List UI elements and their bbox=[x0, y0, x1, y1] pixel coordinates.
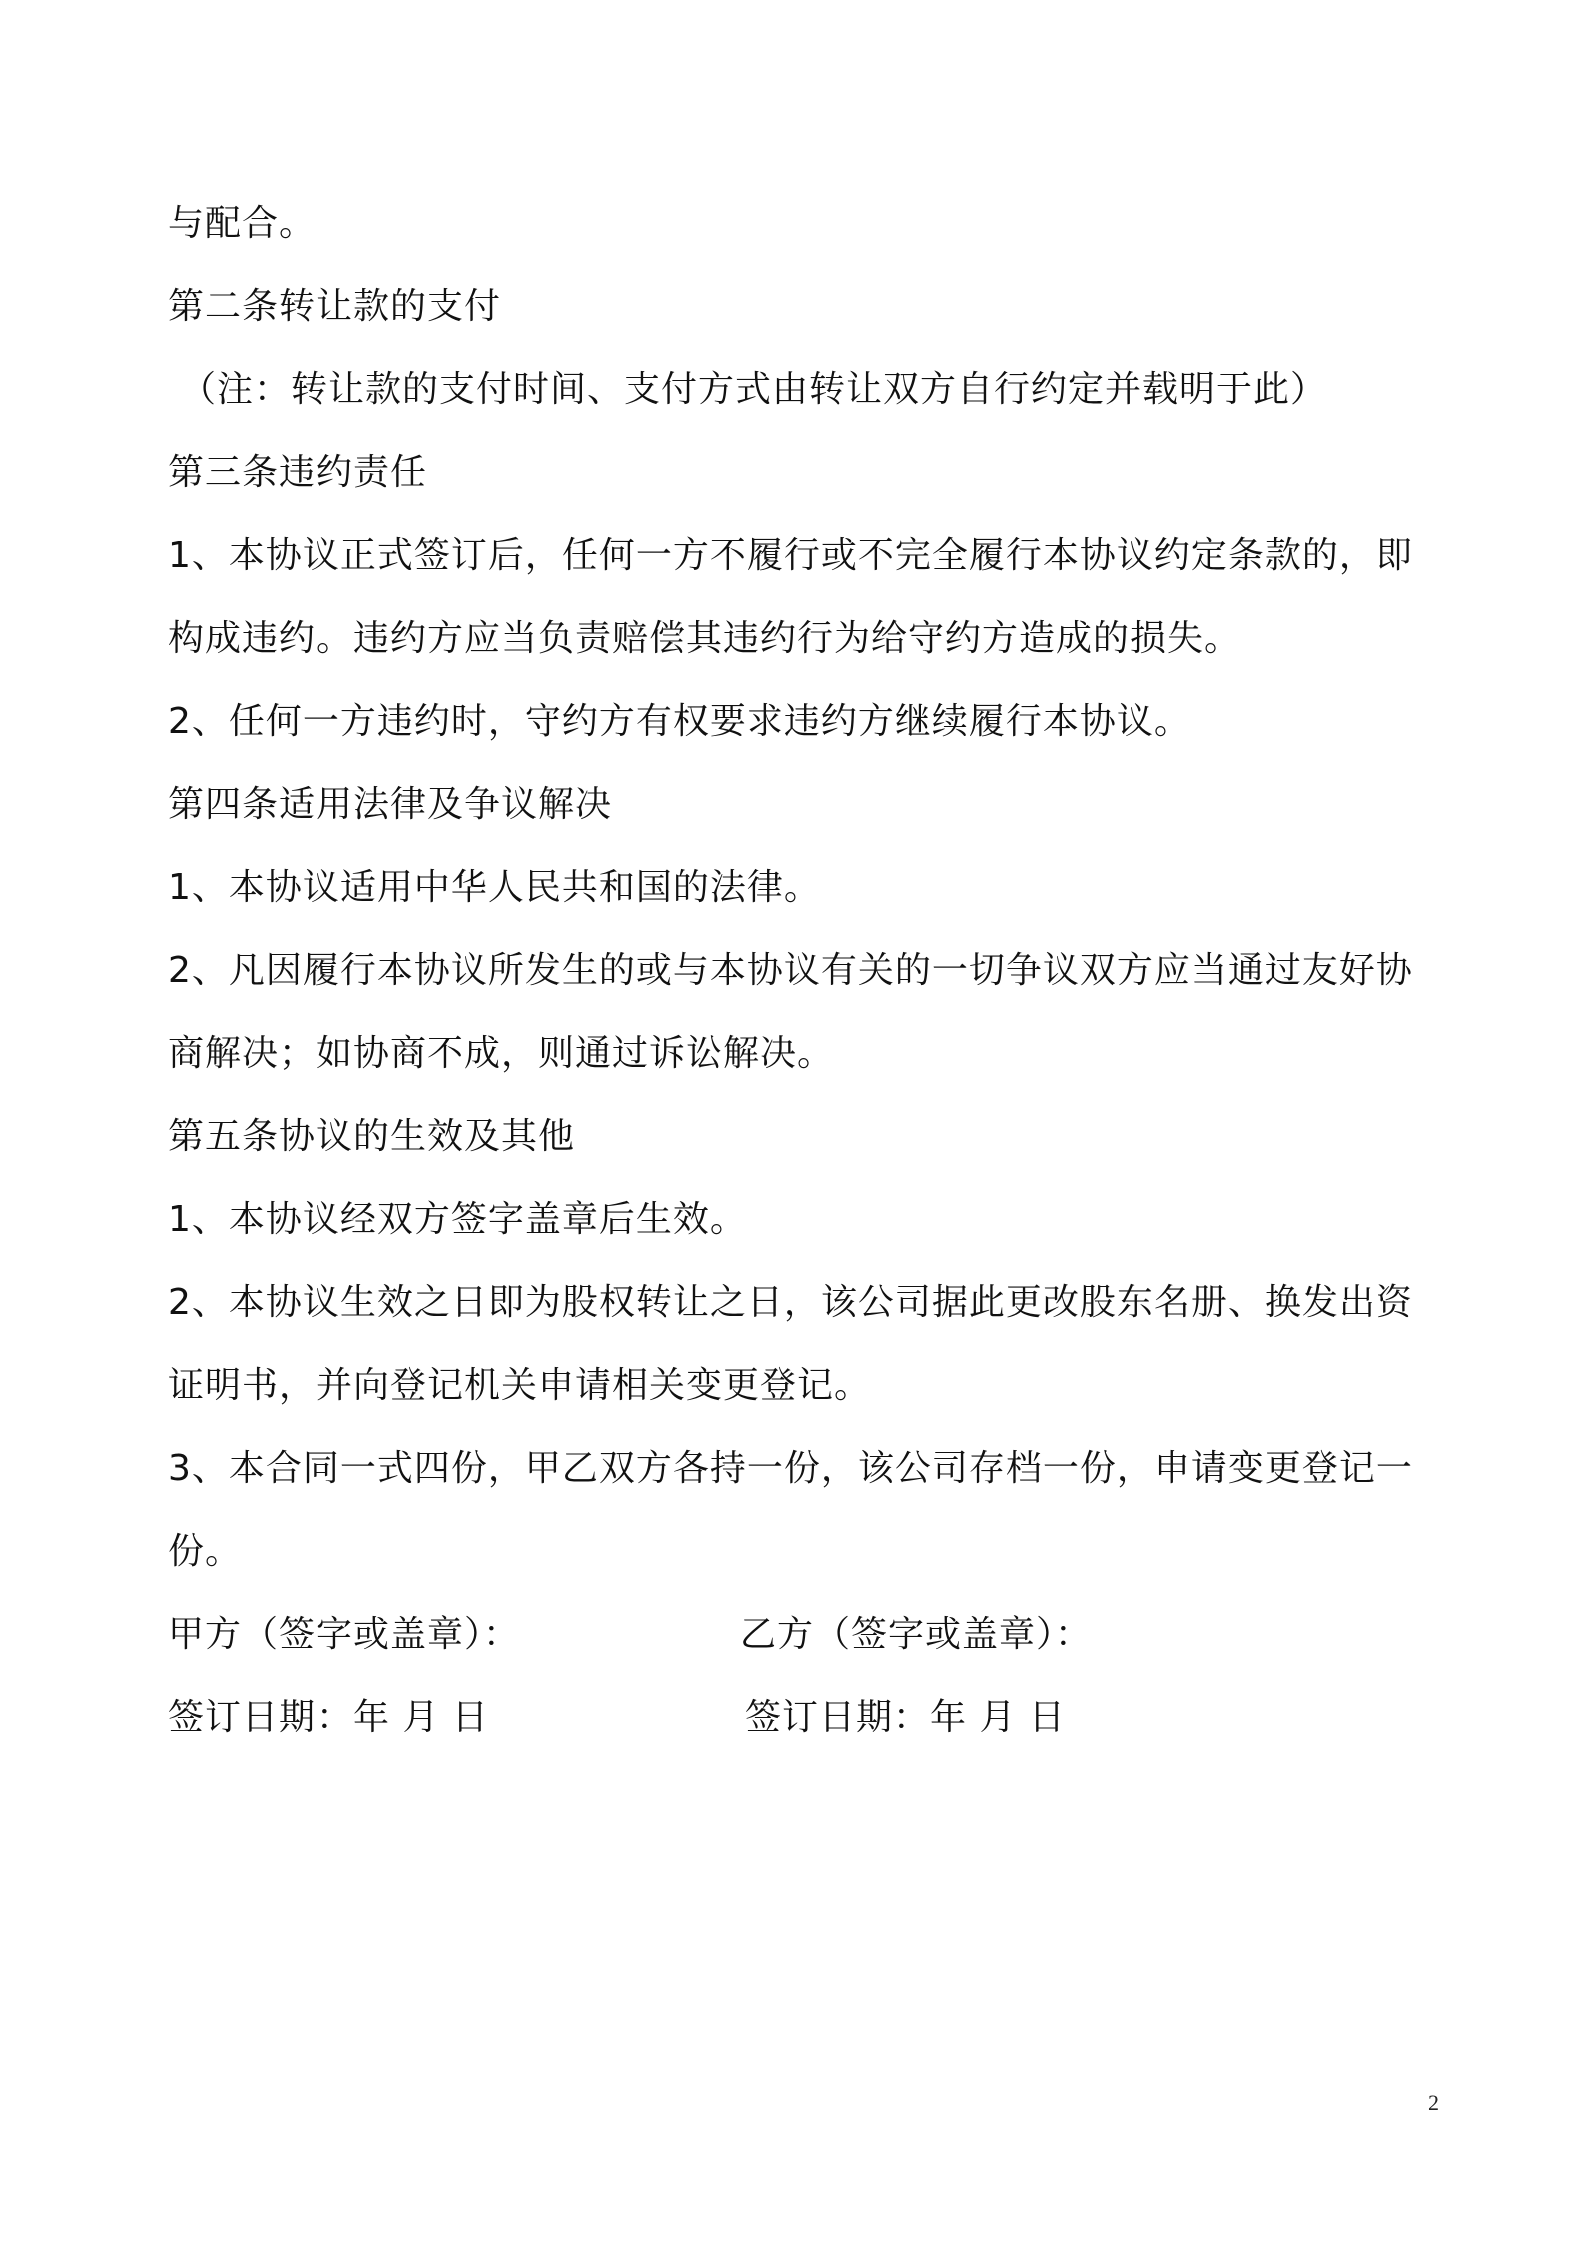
party-a-sign-date: 签订日期：年 月 日 bbox=[168, 1697, 489, 1738]
article-3-clause-2: 2、任何一方违约时，守约方有权要求违约方继续履行本协议。 bbox=[168, 701, 1191, 742]
article-2-note: （注：转让款的支付时间、支付方式由转让双方自行约定并载明于此） bbox=[180, 369, 1328, 410]
article-4-clause-2-line-1: 2、凡因履行本协议所发生的或与本协议有关的一切争议双方应当通过友好协 bbox=[168, 950, 1413, 991]
page-number: 2 bbox=[1428, 2090, 1439, 2115]
party-a-signature-label: 甲方（签字或盖章）： bbox=[168, 1614, 521, 1655]
article-3-clause-1-line-2: 构成违约。违约方应当负责赔偿其违约行为给守约方造成的损失。 bbox=[168, 618, 1242, 659]
article-2-heading: 第二条转让款的支付 bbox=[168, 286, 502, 327]
article-4-heading: 第四条适用法律及争议解决 bbox=[168, 784, 613, 825]
party-b-signature-label: 乙方（签字或盖章）： bbox=[740, 1614, 1093, 1655]
paragraph-continuation: 与配合。 bbox=[168, 203, 317, 244]
party-b-sign-date: 签订日期：年 月 日 bbox=[745, 1697, 1066, 1738]
article-5-clause-2-line-1: 2、本协议生效之日即为股权转让之日，该公司据此更改股东名册、换发出资 bbox=[168, 1282, 1413, 1323]
article-3-heading: 第三条违约责任 bbox=[168, 452, 428, 493]
article-5-heading: 第五条协议的生效及其他 bbox=[168, 1116, 576, 1157]
article-5-clause-3-line-1: 3、本合同一式四份，甲乙双方各持一份，该公司存档一份，申请变更登记一 bbox=[168, 1448, 1413, 1489]
article-5-clause-1: 1、本协议经双方签字盖章后生效。 bbox=[168, 1199, 747, 1240]
article-4-clause-1: 1、本协议适用中华人民共和国的法律。 bbox=[168, 867, 821, 908]
article-4-clause-2-line-2: 商解决；如协商不成，则通过诉讼解决。 bbox=[168, 1033, 835, 1074]
article-5-clause-3-line-2: 份。 bbox=[168, 1531, 243, 1572]
article-5-clause-2-line-2: 证明书，并向登记机关申请相关变更登记。 bbox=[168, 1365, 872, 1406]
article-3-clause-1-line-1: 1、本协议正式签订后，任何一方不履行或不完全履行本协议约定条款的，即 bbox=[168, 535, 1413, 576]
